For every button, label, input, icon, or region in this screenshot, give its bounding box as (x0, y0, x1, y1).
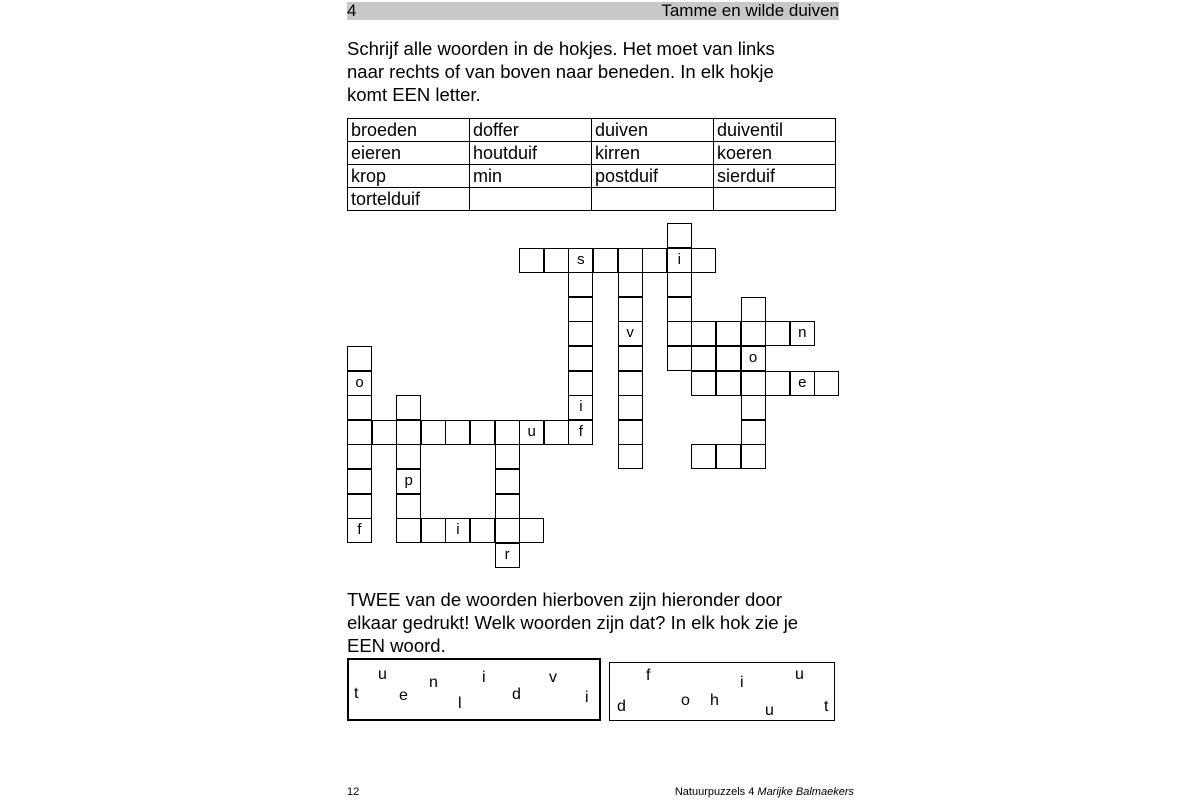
crossword-cell[interactable] (445, 518, 470, 543)
scrambled-letter: t (824, 698, 829, 715)
crossword-cell[interactable] (618, 444, 643, 469)
word-list-table (347, 118, 836, 211)
word-cell (470, 188, 592, 211)
table-row (348, 119, 836, 142)
crossword-given-letter: p (404, 472, 413, 489)
crossword-given-letter: o (748, 349, 758, 366)
crossword-cell[interactable] (396, 420, 421, 445)
instruction-line-3: komt EEN letter. (347, 84, 481, 105)
crossword-cell[interactable] (691, 248, 716, 273)
crossword-cell[interactable] (667, 297, 692, 322)
word-cell: doffer (470, 119, 592, 142)
word-cell: koeren (714, 142, 836, 165)
word-cell: kirren (592, 142, 714, 165)
crossword-cell[interactable] (495, 444, 520, 469)
crossword-cell[interactable] (396, 518, 421, 543)
crossword-cell[interactable] (618, 371, 643, 396)
crossword-cell[interactable] (790, 371, 815, 396)
crossword-cell[interactable] (716, 444, 741, 469)
crossword-cell[interactable] (618, 248, 643, 273)
instruction-line-2: naar rechts of van boven naar beneden. In elk hokje (347, 61, 774, 82)
crossword-cell[interactable] (568, 395, 593, 420)
crossword-cell[interactable] (396, 469, 421, 494)
scrambled-letter: u (378, 666, 387, 683)
word-cell: broeden (348, 119, 470, 142)
crossword-given-letter: u (527, 422, 536, 440)
crossword-cell[interactable] (519, 518, 544, 543)
crossword-cell[interactable] (765, 371, 790, 396)
crossword-cell[interactable] (765, 321, 790, 346)
crossword-cell[interactable] (741, 420, 766, 445)
crossword-cell[interactable] (618, 420, 643, 445)
crossword-given-letter: i (456, 521, 460, 539)
crossword-cell[interactable] (618, 297, 643, 322)
crossword-given-letter: s (577, 250, 585, 268)
crossword-cell[interactable] (470, 420, 495, 445)
crossword-cell[interactable] (347, 395, 372, 420)
crossword-given-letter: n (798, 324, 807, 342)
crossword-cell[interactable] (642, 248, 667, 273)
crossword-cell[interactable] (568, 346, 593, 371)
scrambled-letter: i (740, 674, 744, 691)
word-cell: houtduif (470, 142, 592, 165)
crossword-cell[interactable] (618, 346, 643, 371)
crossword-cell[interactable] (519, 420, 544, 445)
crossword-cell[interactable] (347, 518, 372, 543)
footer-credit (675, 786, 854, 798)
crossword-cell[interactable] (618, 395, 643, 420)
crossword-cell[interactable] (741, 395, 766, 420)
crossword-cell[interactable] (421, 420, 446, 445)
question-line-3: EEN woord. (347, 635, 446, 656)
scrambled-letter: d (512, 686, 521, 703)
crossword-cell[interactable] (593, 248, 618, 273)
scrambled-letter: i (585, 689, 589, 706)
scrambled-letter: o (681, 692, 690, 709)
crossword-given-letter: i (677, 250, 681, 268)
word-cell: postduif (592, 165, 714, 188)
crossword-cell[interactable] (519, 248, 544, 273)
scrambled-letter: t (354, 685, 359, 702)
crossword-cell[interactable] (667, 321, 692, 346)
crossword-cell[interactable] (667, 223, 692, 248)
crossword-cell[interactable] (421, 518, 446, 543)
crossword-cell[interactable] (716, 321, 741, 346)
crossword-cell[interactable] (372, 420, 397, 445)
word-cell: krop (348, 165, 470, 188)
scrambled-letter: v (549, 669, 557, 686)
word-cell (592, 188, 714, 211)
word-cell: sierduif (714, 165, 836, 188)
scrambled-letter: i (482, 669, 486, 686)
word-cell: duiventil (714, 119, 836, 142)
scrambled-letter: e (399, 687, 408, 704)
scrambled-letter: l (458, 695, 462, 712)
crossword-given-letter: v (626, 324, 634, 342)
crossword-cell[interactable] (495, 469, 520, 494)
crossword-cell[interactable] (716, 371, 741, 396)
word-cell (714, 188, 836, 211)
crossword-cell[interactable] (470, 518, 495, 543)
footer-page-number: 12 (347, 786, 360, 798)
scrambled-letter: f (646, 667, 651, 684)
crossword-cell[interactable] (347, 469, 372, 494)
crossword-given-letter: e (798, 373, 807, 391)
word-cell: tortelduif (348, 188, 470, 211)
scrambled-letter: n (429, 674, 438, 691)
crossword-cell[interactable] (495, 420, 520, 445)
crossword-cell[interactable] (568, 371, 593, 396)
crossword-cell[interactable] (445, 420, 470, 445)
crossword-cell[interactable] (691, 321, 716, 346)
crossword-given-letter: f (578, 422, 583, 440)
crossword-cell[interactable] (347, 420, 372, 445)
crossword-cell[interactable] (667, 346, 692, 371)
page-header (347, 2, 839, 20)
crossword-cell[interactable] (396, 444, 421, 469)
scrambled-letter: h (710, 692, 719, 709)
crossword-cell[interactable] (667, 272, 692, 297)
crossword-cell[interactable] (495, 518, 520, 543)
crossword-cell[interactable] (396, 395, 421, 420)
table-row (348, 165, 836, 188)
crossword-given-letter: i (579, 398, 583, 416)
crossword-cell[interactable] (691, 371, 716, 396)
page-title: Tamme en wilde duiven (661, 1, 839, 20)
crossword-cell[interactable] (741, 297, 766, 322)
crossword-cell[interactable] (716, 346, 741, 371)
scrambled-letter: u (795, 666, 804, 683)
table-row (348, 188, 836, 211)
crossword-cell[interactable] (568, 321, 593, 346)
crossword-cell[interactable] (568, 420, 593, 445)
word-cell: eieren (348, 142, 470, 165)
scrambled-letter: d (617, 698, 626, 715)
footer-book-title: Natuurpuzzels 4 (674, 786, 755, 798)
crossword-cell[interactable] (667, 248, 692, 273)
crossword-cell[interactable] (347, 346, 372, 371)
crossword-cell[interactable] (347, 494, 372, 519)
crossword-cell[interactable] (741, 371, 766, 396)
crossword-cell[interactable] (741, 444, 766, 469)
crossword-cell[interactable] (347, 444, 372, 469)
crossword-cell[interactable] (396, 494, 421, 519)
scrambled-letter: u (765, 702, 774, 719)
crossword-cell[interactable] (544, 420, 569, 445)
crossword-cell[interactable] (691, 444, 716, 469)
word-cell: min (470, 165, 592, 188)
crossword-cell[interactable] (347, 371, 372, 396)
question-line-2: elkaar gedrukt! Welk woorden zijn dat? In elk hok zie je (347, 612, 799, 633)
crossword-given-letter: r (504, 545, 510, 563)
crossword-cell[interactable] (618, 272, 643, 297)
crossword-cell[interactable] (568, 248, 593, 273)
crossword-cell[interactable] (568, 272, 593, 297)
crossword-cell[interactable] (814, 371, 839, 396)
crossword-given-letter: o (355, 373, 364, 391)
crossword-cell[interactable] (544, 248, 569, 273)
crossword-cell[interactable] (568, 297, 593, 322)
crossword-cell[interactable] (691, 346, 716, 371)
crossword-cell[interactable] (495, 543, 520, 568)
crossword-cell[interactable] (790, 321, 815, 346)
page-number: 4 (347, 1, 357, 20)
crossword-given-letter: f (357, 521, 362, 539)
question-line-1: TWEE van de woorden hierboven zijn hieronder door (347, 589, 782, 610)
footer-author: Marijke Balmaekers (757, 786, 854, 798)
crossword-cell[interactable] (495, 494, 520, 519)
word-cell: duiven (592, 119, 714, 142)
crossword-cell[interactable] (741, 321, 766, 346)
crossword-cell[interactable] (618, 321, 643, 346)
instruction-line-1: Schrijf alle woorden in de hokjes. Het moet van links (347, 38, 775, 59)
table-row (348, 142, 836, 165)
crossword-cell[interactable] (741, 346, 766, 371)
